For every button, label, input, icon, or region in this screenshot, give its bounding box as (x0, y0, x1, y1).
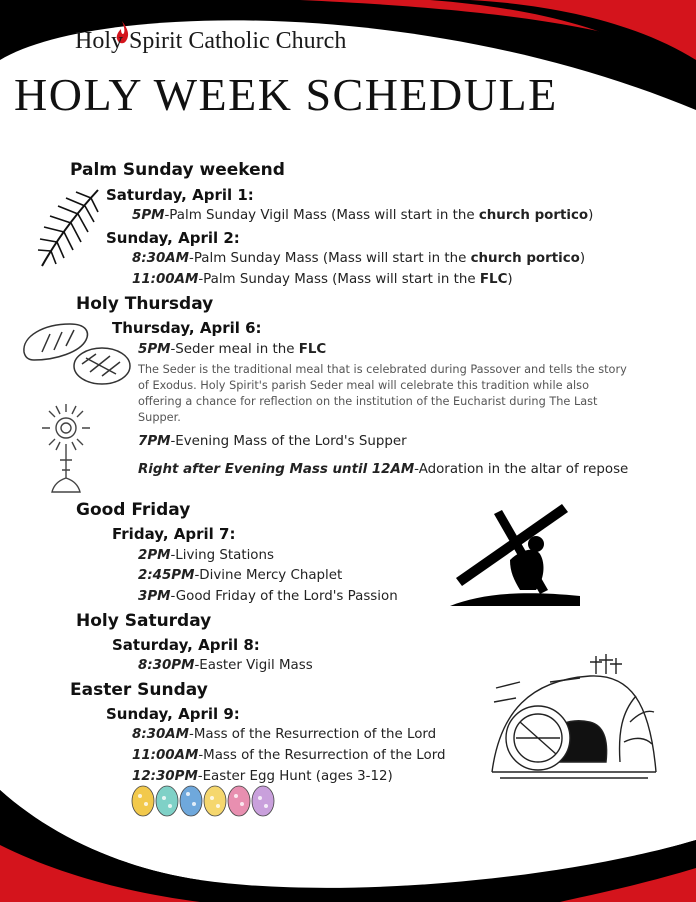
holy-saturday-heading: Holy Saturday (76, 611, 212, 631)
easter-event-1: 8:30AM-Mass of the Resurrection of the Lord (132, 727, 437, 742)
seder-description: The Seder is the traditional meal that is celebrated during Passover and tells the story of Exodus. Holy Spirit's parish Seder meal will celebrate this tradition while also offering a chance for reflection on the institution of the Eucharist during The Last Supper. (138, 363, 627, 424)
easter-event-3: 12:30PM-Easter Egg Hunt (ages 3-12) (132, 769, 393, 784)
palm-sat-event-1: 5PM-Palm Sunday Vigil Mass (Mass will start in the church portico) (132, 208, 594, 223)
friday-event-3: 3PM-Good Friday of the Lord's Passion (138, 589, 398, 604)
easter-eggs-icon (130, 784, 276, 818)
palm-sunday-date: Sunday, April 2: (106, 229, 240, 247)
friday-date: Friday, April 7: (112, 525, 236, 543)
palm-sun-event-2: 11:00AM-Palm Sunday Mass (Mass will start in the FLC) (132, 272, 513, 287)
saturday-event-1: 8:30PM-Easter Vigil Mass (138, 658, 313, 673)
monstrance-icon (40, 400, 92, 496)
thursday-date: Thursday, April 6: (112, 319, 262, 337)
friday-event-1: 2PM-Living Stations (138, 548, 274, 563)
bread-icon (20, 318, 132, 390)
thursday-event-1: 5PM-Seder meal in the FLC (138, 342, 327, 357)
easter-sunday-heading: Easter Sunday (70, 680, 208, 700)
palm-saturday-date: Saturday, April 1: (106, 186, 254, 204)
thursday-event-2: 7PM-Evening Mass of the Lord's Supper (138, 434, 407, 449)
easter-event-2: 11:00AM-Mass of the Resurrection of the Lord (132, 748, 446, 763)
friday-event-2: 2:45PM-Divine Mercy Chaplet (138, 568, 343, 583)
cross-bearer-icon (450, 494, 580, 606)
empty-tomb-icon (490, 652, 658, 782)
page-title: HOLY WEEK SCHEDULE (14, 69, 558, 120)
holy-saturday-date: Saturday, April 8: (112, 636, 260, 654)
palm-sun-event-1: 8:30AM-Palm Sunday Mass (Mass will start in the church portico) (132, 251, 586, 266)
good-friday-heading: Good Friday (76, 500, 191, 520)
church-name: Holy Spirit Catholic Church (75, 28, 347, 54)
holy-thursday-heading: Holy Thursday (76, 294, 214, 314)
palm-branch-icon (36, 186, 102, 270)
palm-sunday-heading: Palm Sunday weekend (70, 160, 285, 180)
easter-date: Sunday, April 9: (106, 705, 240, 723)
thursday-event-3: Right after Evening Mass until 12AM-Adoration in the altar of repose (138, 462, 629, 477)
